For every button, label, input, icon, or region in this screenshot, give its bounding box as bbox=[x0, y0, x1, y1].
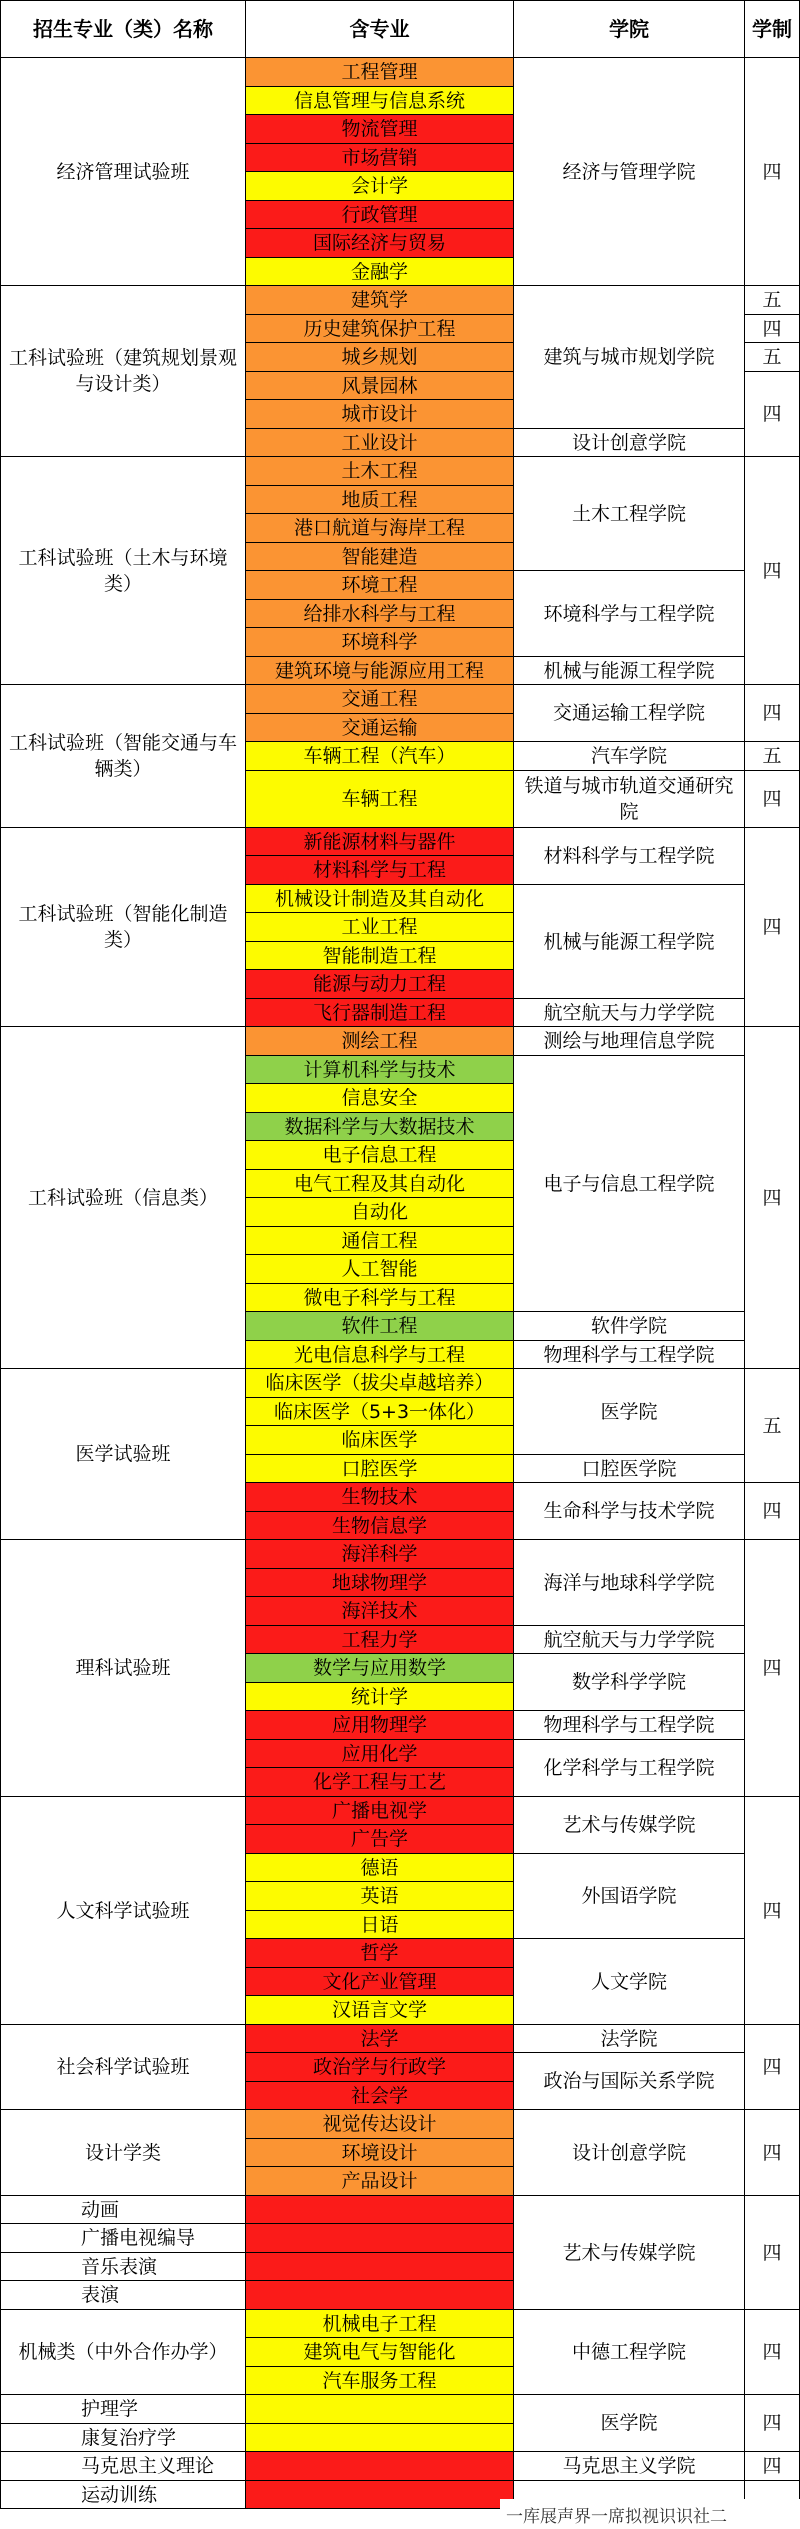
major-cell: 信息安全 bbox=[246, 1084, 514, 1113]
major-cell: 应用化学 bbox=[246, 1740, 514, 1768]
college-cell: 医学院 bbox=[514, 2395, 745, 2452]
college-cell: 设计创意学院 bbox=[514, 429, 745, 457]
major-cell: 测绘工程 bbox=[246, 1027, 514, 1056]
years-cell: 四 bbox=[745, 2025, 800, 2110]
watermark-text: 一库展声界一席拟视识识社二 bbox=[500, 2499, 800, 2529]
header-college: 学院 bbox=[514, 0, 745, 58]
years-cell: 四 bbox=[745, 2395, 800, 2452]
college-cell: 化学科学与工程学院 bbox=[514, 1740, 745, 1797]
college-cell: 数学科学学院 bbox=[514, 1654, 745, 1711]
major-cell bbox=[246, 2481, 514, 2509]
years-cell: 四 bbox=[745, 457, 800, 685]
category-cell: 医学试验班 bbox=[0, 1369, 246, 1540]
major-cell: 城乡规划 bbox=[246, 343, 514, 372]
major-cell: 车辆工程 bbox=[246, 771, 514, 828]
major-cell: 自动化 bbox=[246, 1198, 514, 1227]
college-cell: 艺术与传媒学院 bbox=[514, 1797, 745, 1854]
category-cell: 工科试验班（土木与环境类） bbox=[0, 457, 246, 685]
header-major: 含专业 bbox=[246, 0, 514, 58]
major-cell: 机械电子工程 bbox=[246, 2310, 514, 2338]
college-cell: 海洋与地球科学学院 bbox=[514, 1540, 745, 1626]
college-cell: 艺术与传媒学院 bbox=[514, 2196, 745, 2310]
college-cell: 铁道与城市轨道交通研究院 bbox=[514, 771, 745, 828]
major-cell: 地质工程 bbox=[246, 486, 514, 514]
major-cell: 材料科学与工程 bbox=[246, 856, 514, 885]
major-cell bbox=[246, 2253, 514, 2281]
category-cell: 理科试验班 bbox=[0, 1540, 246, 1797]
major-cell: 汽车服务工程 bbox=[246, 2367, 514, 2395]
years-cell: 五 bbox=[745, 343, 800, 372]
college-cell: 建筑与城市规划学院 bbox=[514, 286, 745, 429]
major-cell: 环境科学 bbox=[246, 628, 514, 657]
category-cell: 广播电视编导 bbox=[0, 2224, 246, 2253]
header-category: 招生专业（类）名称 bbox=[0, 0, 246, 58]
major-cell: 海洋科学 bbox=[246, 1540, 514, 1569]
major-cell: 土木工程 bbox=[246, 457, 514, 486]
major-cell bbox=[246, 2224, 514, 2253]
college-cell: 软件学院 bbox=[514, 1312, 745, 1341]
major-cell: 软件工程 bbox=[246, 1312, 514, 1341]
major-cell: 环境工程 bbox=[246, 571, 514, 600]
major-cell: 行政管理 bbox=[246, 201, 514, 229]
header-years: 学制 bbox=[745, 0, 800, 58]
years-cell: 五 bbox=[745, 1369, 800, 1483]
major-cell: 微电子科学与工程 bbox=[246, 1284, 514, 1312]
major-cell: 文化产业管理 bbox=[246, 1968, 514, 1996]
major-cell: 电气工程及其自动化 bbox=[246, 1170, 514, 1198]
major-cell: 环境设计 bbox=[246, 2139, 514, 2167]
major-cell: 新能源材料与器件 bbox=[246, 828, 514, 856]
years-cell: 五 bbox=[745, 286, 800, 315]
major-cell: 电子信息工程 bbox=[246, 1141, 514, 1170]
major-cell: 口腔医学 bbox=[246, 1455, 514, 1483]
major-cell: 工程力学 bbox=[246, 1626, 514, 1654]
major-cell: 物流管理 bbox=[246, 115, 514, 144]
college-cell: 航空航天与力学学院 bbox=[514, 999, 745, 1027]
major-cell: 哲学 bbox=[246, 1939, 514, 1968]
years-cell: 四 bbox=[745, 58, 800, 286]
category-cell: 动画 bbox=[0, 2196, 246, 2224]
college-cell: 测绘与地理信息学院 bbox=[514, 1027, 745, 1056]
major-cell: 法学 bbox=[246, 2025, 514, 2053]
major-cell: 化学工程与工艺 bbox=[246, 1768, 514, 1797]
college-cell: 外国语学院 bbox=[514, 1854, 745, 1939]
years-cell: 四 bbox=[745, 2452, 800, 2481]
major-cell: 建筑环境与能源应用工程 bbox=[246, 657, 514, 685]
major-cell: 交通工程 bbox=[246, 685, 514, 714]
major-cell: 广告学 bbox=[246, 1825, 514, 1854]
category-cell: 工科试验班（建筑规划景观与设计类） bbox=[0, 286, 246, 457]
major-cell: 生物技术 bbox=[246, 1483, 514, 1512]
category-cell: 经济管理试验班 bbox=[0, 58, 246, 286]
category-cell: 人文科学试验班 bbox=[0, 1797, 246, 2025]
college-cell: 经济与管理学院 bbox=[514, 58, 745, 286]
category-cell: 马克思主义理论 bbox=[0, 2452, 246, 2481]
major-cell: 人工智能 bbox=[246, 1255, 514, 1284]
college-cell: 机械与能源工程学院 bbox=[514, 657, 745, 685]
major-cell: 给排水科学与工程 bbox=[246, 600, 514, 628]
major-cell: 数学与应用数学 bbox=[246, 1654, 514, 1683]
major-cell bbox=[246, 2424, 514, 2452]
major-cell: 临床医学（拔尖卓越培养） bbox=[246, 1369, 514, 1398]
major-cell: 机械设计制造及其自动化 bbox=[246, 885, 514, 913]
category-cell: 康复治疗学 bbox=[0, 2424, 246, 2452]
college-cell: 政治与国际关系学院 bbox=[514, 2053, 745, 2110]
major-cell: 车辆工程（汽车） bbox=[246, 742, 514, 771]
major-cell: 能源与动力工程 bbox=[246, 970, 514, 999]
major-cell: 视觉传达设计 bbox=[246, 2110, 514, 2139]
major-cell bbox=[246, 2196, 514, 2224]
years-cell: 四 bbox=[745, 771, 800, 828]
college-cell: 机械与能源工程学院 bbox=[514, 885, 745, 999]
category-cell: 工科试验班（智能交通与车辆类） bbox=[0, 685, 246, 828]
major-cell: 智能建造 bbox=[246, 543, 514, 571]
major-cell bbox=[246, 2395, 514, 2424]
major-cell: 海洋技术 bbox=[246, 1597, 514, 1626]
major-cell: 政治学与行政学 bbox=[246, 2053, 514, 2082]
major-cell: 通信工程 bbox=[246, 1227, 514, 1255]
college-cell: 环境科学与工程学院 bbox=[514, 571, 745, 657]
major-cell: 信息管理与信息系统 bbox=[246, 87, 514, 115]
major-cell: 城市设计 bbox=[246, 400, 514, 429]
major-cell: 港口航道与海岸工程 bbox=[246, 514, 514, 543]
years-cell: 四 bbox=[745, 828, 800, 1027]
college-cell: 土木工程学院 bbox=[514, 457, 745, 571]
college-cell: 人文学院 bbox=[514, 1939, 745, 2025]
years-cell: 四 bbox=[745, 2110, 800, 2196]
college-cell: 法学院 bbox=[514, 2025, 745, 2053]
college-cell: 汽车学院 bbox=[514, 742, 745, 771]
years-cell: 四 bbox=[745, 2310, 800, 2395]
major-cell: 临床医学（5+3一体化） bbox=[246, 1398, 514, 1426]
major-cell: 历史建筑保护工程 bbox=[246, 315, 514, 343]
major-cell: 建筑学 bbox=[246, 286, 514, 315]
major-cell: 应用物理学 bbox=[246, 1711, 514, 1740]
major-cell: 金融学 bbox=[246, 258, 514, 286]
college-cell: 口腔医学院 bbox=[514, 1455, 745, 1483]
major-cell bbox=[246, 2452, 514, 2481]
major-cell: 英语 bbox=[246, 1882, 514, 1911]
major-cell: 社会学 bbox=[246, 2082, 514, 2110]
major-cell: 工业设计 bbox=[246, 429, 514, 457]
major-cell: 临床医学 bbox=[246, 1426, 514, 1455]
college-cell: 医学院 bbox=[514, 1369, 745, 1455]
major-cell: 数据科学与大数据技术 bbox=[246, 1113, 514, 1141]
category-cell: 音乐表演 bbox=[0, 2253, 246, 2281]
college-cell: 物理科学与工程学院 bbox=[514, 1711, 745, 1740]
years-cell: 四 bbox=[745, 1483, 800, 1540]
category-cell: 工科试验班（智能化制造类） bbox=[0, 828, 246, 1027]
category-cell: 运动训练 bbox=[0, 2481, 246, 2509]
years-cell: 五 bbox=[745, 742, 800, 771]
category-cell: 护理学 bbox=[0, 2395, 246, 2424]
years-cell: 四 bbox=[745, 685, 800, 742]
category-cell: 机械类（中外合作办学） bbox=[0, 2310, 246, 2395]
major-cell: 飞行器制造工程 bbox=[246, 999, 514, 1027]
major-cell: 广播电视学 bbox=[246, 1797, 514, 1825]
college-cell: 马克思主义学院 bbox=[514, 2452, 745, 2481]
major-cell: 日语 bbox=[246, 1911, 514, 1939]
major-cell: 市场营销 bbox=[246, 144, 514, 172]
major-cell: 生物信息学 bbox=[246, 1512, 514, 1540]
major-cell: 统计学 bbox=[246, 1683, 514, 1711]
years-cell: 四 bbox=[745, 1027, 800, 1369]
college-cell: 设计创意学院 bbox=[514, 2110, 745, 2196]
college-cell: 物理科学与工程学院 bbox=[514, 1341, 745, 1369]
category-cell: 设计学类 bbox=[0, 2110, 246, 2196]
major-cell: 光电信息科学与工程 bbox=[246, 1341, 514, 1369]
years-cell: 四 bbox=[745, 315, 800, 343]
major-cell: 工业工程 bbox=[246, 913, 514, 942]
years-cell: 四 bbox=[745, 2196, 800, 2310]
college-cell: 生命科学与技术学院 bbox=[514, 1483, 745, 1540]
college-cell: 航空航天与力学学院 bbox=[514, 1626, 745, 1654]
major-cell: 德语 bbox=[246, 1854, 514, 1882]
major-cell: 会计学 bbox=[246, 172, 514, 201]
years-cell: 四 bbox=[745, 372, 800, 457]
major-cell: 国际经济与贸易 bbox=[246, 229, 514, 258]
years-cell: 四 bbox=[745, 1540, 800, 1797]
years-cell: 四 bbox=[745, 1797, 800, 2025]
major-cell: 计算机科学与技术 bbox=[246, 1056, 514, 1084]
category-cell: 工科试验班（信息类） bbox=[0, 1027, 246, 1369]
major-cell: 工程管理 bbox=[246, 58, 514, 87]
category-cell: 社会科学试验班 bbox=[0, 2025, 246, 2110]
college-cell: 交通运输工程学院 bbox=[514, 685, 745, 742]
major-cell: 交通运输 bbox=[246, 714, 514, 742]
major-cell: 地球物理学 bbox=[246, 1569, 514, 1597]
category-cell: 表演 bbox=[0, 2281, 246, 2310]
major-cell: 汉语言文学 bbox=[246, 1996, 514, 2025]
college-cell: 中德工程学院 bbox=[514, 2310, 745, 2395]
major-cell: 建筑电气与智能化 bbox=[246, 2338, 514, 2367]
major-cell bbox=[246, 2281, 514, 2310]
major-cell: 风景园林 bbox=[246, 372, 514, 400]
college-cell: 电子与信息工程学院 bbox=[514, 1056, 745, 1312]
college-cell: 材料科学与工程学院 bbox=[514, 828, 745, 885]
major-cell: 智能制造工程 bbox=[246, 942, 514, 970]
major-cell: 产品设计 bbox=[246, 2167, 514, 2196]
